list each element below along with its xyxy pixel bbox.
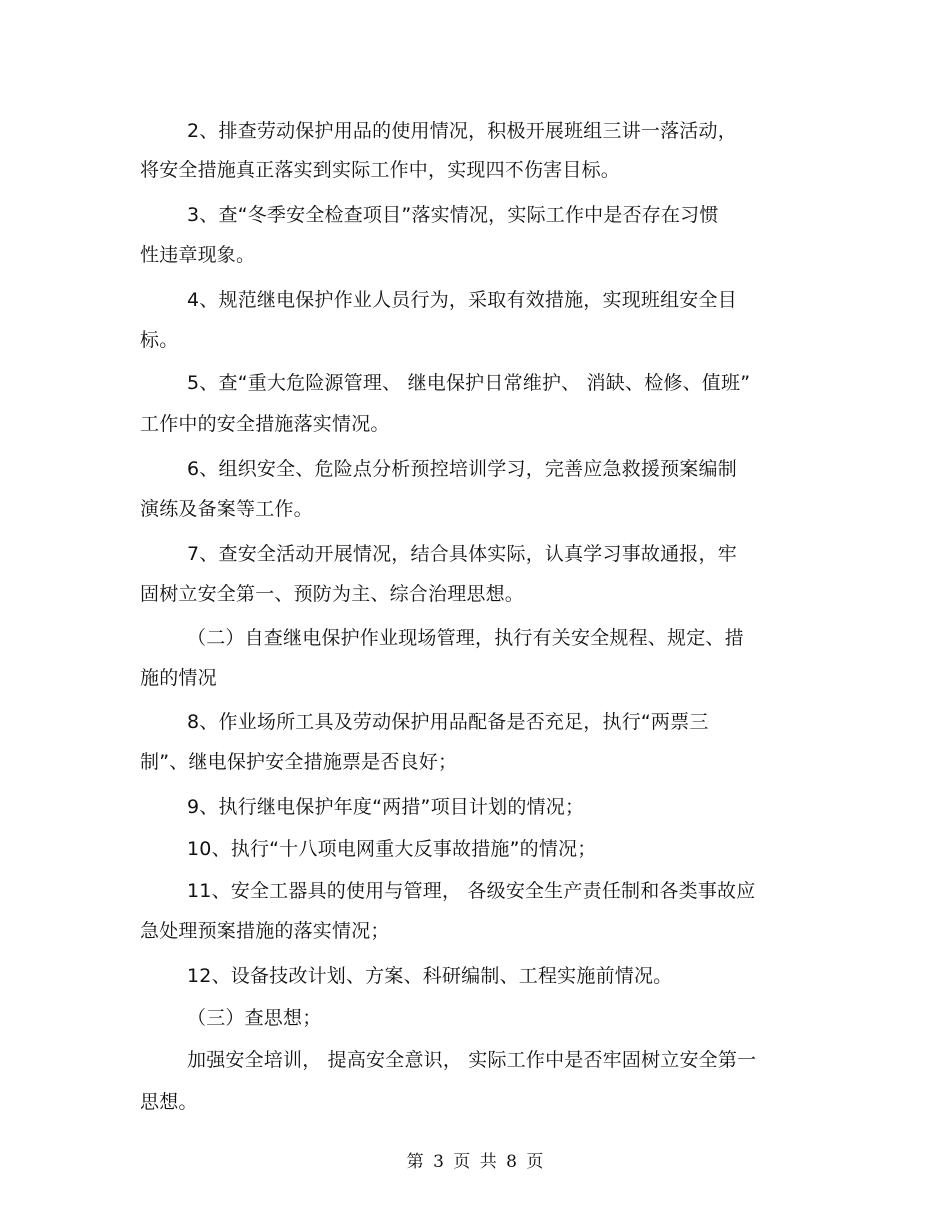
paragraph-line: 11、安全工器具的使用与管理， 各级安全生产责任制和各类事故应 — [187, 880, 756, 902]
paragraph-line: 性违章现象。 — [140, 244, 256, 266]
paragraph-line: 工作中的安全措施落实情况。 — [140, 413, 390, 435]
section-heading-line: （二）自查继电保护作业现场管理，执行有关安全规程、规定、措 — [187, 627, 744, 649]
paragraph-line: 思想。 — [140, 1091, 198, 1113]
section-heading-line: （三）查思想； — [187, 1007, 322, 1029]
paragraph-line: 将安全措施真正落实到实际工作中，实现四不伤害目标。 — [140, 159, 621, 181]
paragraph-line: 2、排查劳动保护用品的使用情况，积极开展班组三讲一落活动， — [187, 120, 737, 142]
paragraph-line: 急处理预案措施的落实情况； — [140, 920, 390, 942]
paragraph-line: 标。 — [140, 329, 179, 351]
paragraph-line: 4、规范继电保护作业人员行为，采取有效措施，实现班组安全目 — [187, 289, 737, 311]
paragraph-line: 7、查安全活动开展情况，结合具体实际，认真学习事故通报，牢 — [187, 543, 737, 565]
paragraph-line: 12、设备技改计划、方案、科研编制、工程实施前情况。 — [187, 965, 673, 987]
paragraph-line: 3、查“冬季安全检查项目”落实情况，实际工作中是否存在习惯 — [187, 204, 719, 226]
section-heading-line: 施的情况 — [140, 667, 217, 689]
paragraph-line: 固树立安全第一、预防为主、综合治理思想。 — [140, 583, 525, 605]
paragraph-line: 5、查“重大危险源管理、 继电保护日常维护、 消缺、检修、值班” — [187, 372, 751, 394]
paragraph-line: 制”、继电保护安全措施票是否良好； — [140, 751, 458, 773]
page-number-footer: 第 3 页 共 8 页 — [406, 1152, 544, 1172]
paragraph-line: 9、执行继电保护年度“两措”项目计划的情况； — [187, 796, 585, 818]
paragraph-line: 演练及备案等工作。 — [140, 498, 313, 520]
paragraph-line: 8、作业场所工具及劳动保护用品配备是否充足，执行“两票三 — [187, 711, 709, 733]
paragraph-line: 加强安全培训， 提高安全意识， 实际工作中是否牢固树立安全第一 — [187, 1049, 757, 1071]
paragraph-line: 10、执行“十八项电网重大反事故措施”的情况； — [187, 838, 597, 860]
paragraph-line: 6、组织安全、危险点分析预控培训学习，完善应急救援预案编制 — [187, 458, 737, 480]
